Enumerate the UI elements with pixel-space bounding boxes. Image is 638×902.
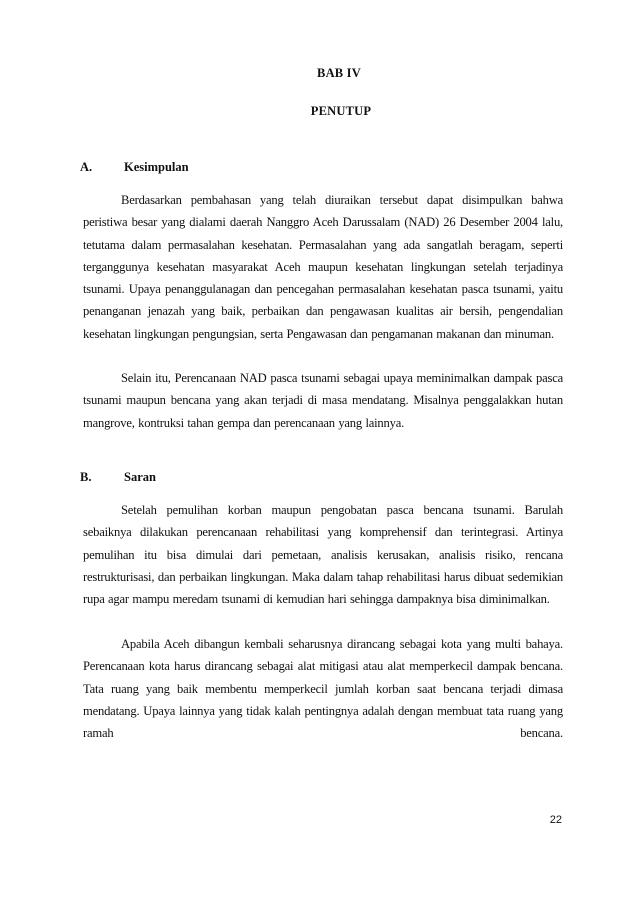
- section-heading-a: [80, 160, 189, 175]
- section-heading-b: [80, 470, 156, 485]
- chapter-title: PENUTUP: [310, 104, 372, 118]
- paragraph: Apabila Aceh dibangun kembali seharusnya dirancang sebagai kota yang multi bahaya. Perencanaan kota harus dirancang sebagai alat mitigasi atau alat memperkecil dampak bencana. Tata ruang yang baik membentu memperkecil jumlah korban saat bencana terjadi dimasa mendatang. Upaya lainnya yang tidak kalah pentingnya adalah dengan membuat tata ruang yang ramah bencana.: [83, 637, 563, 741]
- chapter-number: BAB IV: [317, 66, 361, 80]
- section-letter: B.: [80, 470, 92, 484]
- paragraph: Selain itu, Perencanaan NAD pasca tsunami sebagai upaya meminimalkan dampak pasca tsunami maupun bencana yang akan terjadi di masa mendatang. Misalnya penggalakkan hutan mangrove, kontruksi tahan gempa dan perencanaan yang lainnya.: [83, 371, 563, 430]
- section-title: Saran: [124, 470, 156, 484]
- paragraph: Berdasarkan pembahasan yang telah diuraikan tersebut dapat disimpulkan bahwa peristiwa besar yang dialami daerah Nanggro Aceh Darussalam (NAD) 26 Desember 2004 lalu, tetutama dalam permasalahan kesehatan. Permasalahan yang ada sangatlah beragam, seperti terganggunya kesehatan masyarakat Aceh maupun kesehatan lingkungan setelah terjadinya tsunami. Upaya penanggulanagan dan pencegahan permasalahan kesehatan pasca tsunami, yaitu penanganan jenazah yang baik, perbaikan dan pengawasan kualitas air bersih, pengendalian kesehatan lingkungan pengungsian, serta Pengawasan dan pengamanan makanan dan minuman.: [83, 193, 563, 341]
- page-number: 22: [549, 814, 562, 826]
- paragraph: Setelah pemulihan korban maupun pengobatan pasca bencana tsunami. Barulah sebaiknya dilakukan perencanaan rehabilitasi yang komprehensif dan terintegrasi. Artinya pemulihan itu bisa dimulai dari pemetaan, analisis kerusakan, analisis risiko, rencana restrukturisasi, dan perbaikan lingkungan. Maka dalam tahap rehabilitasi harus dibuat sedemikian rupa agar mampu meredam tsunami di kemudian hari sehingga dampaknya bisa diminimalkan.: [83, 503, 563, 607]
- section-title: Kesimpulan: [124, 160, 189, 174]
- section-letter: A.: [80, 160, 93, 174]
